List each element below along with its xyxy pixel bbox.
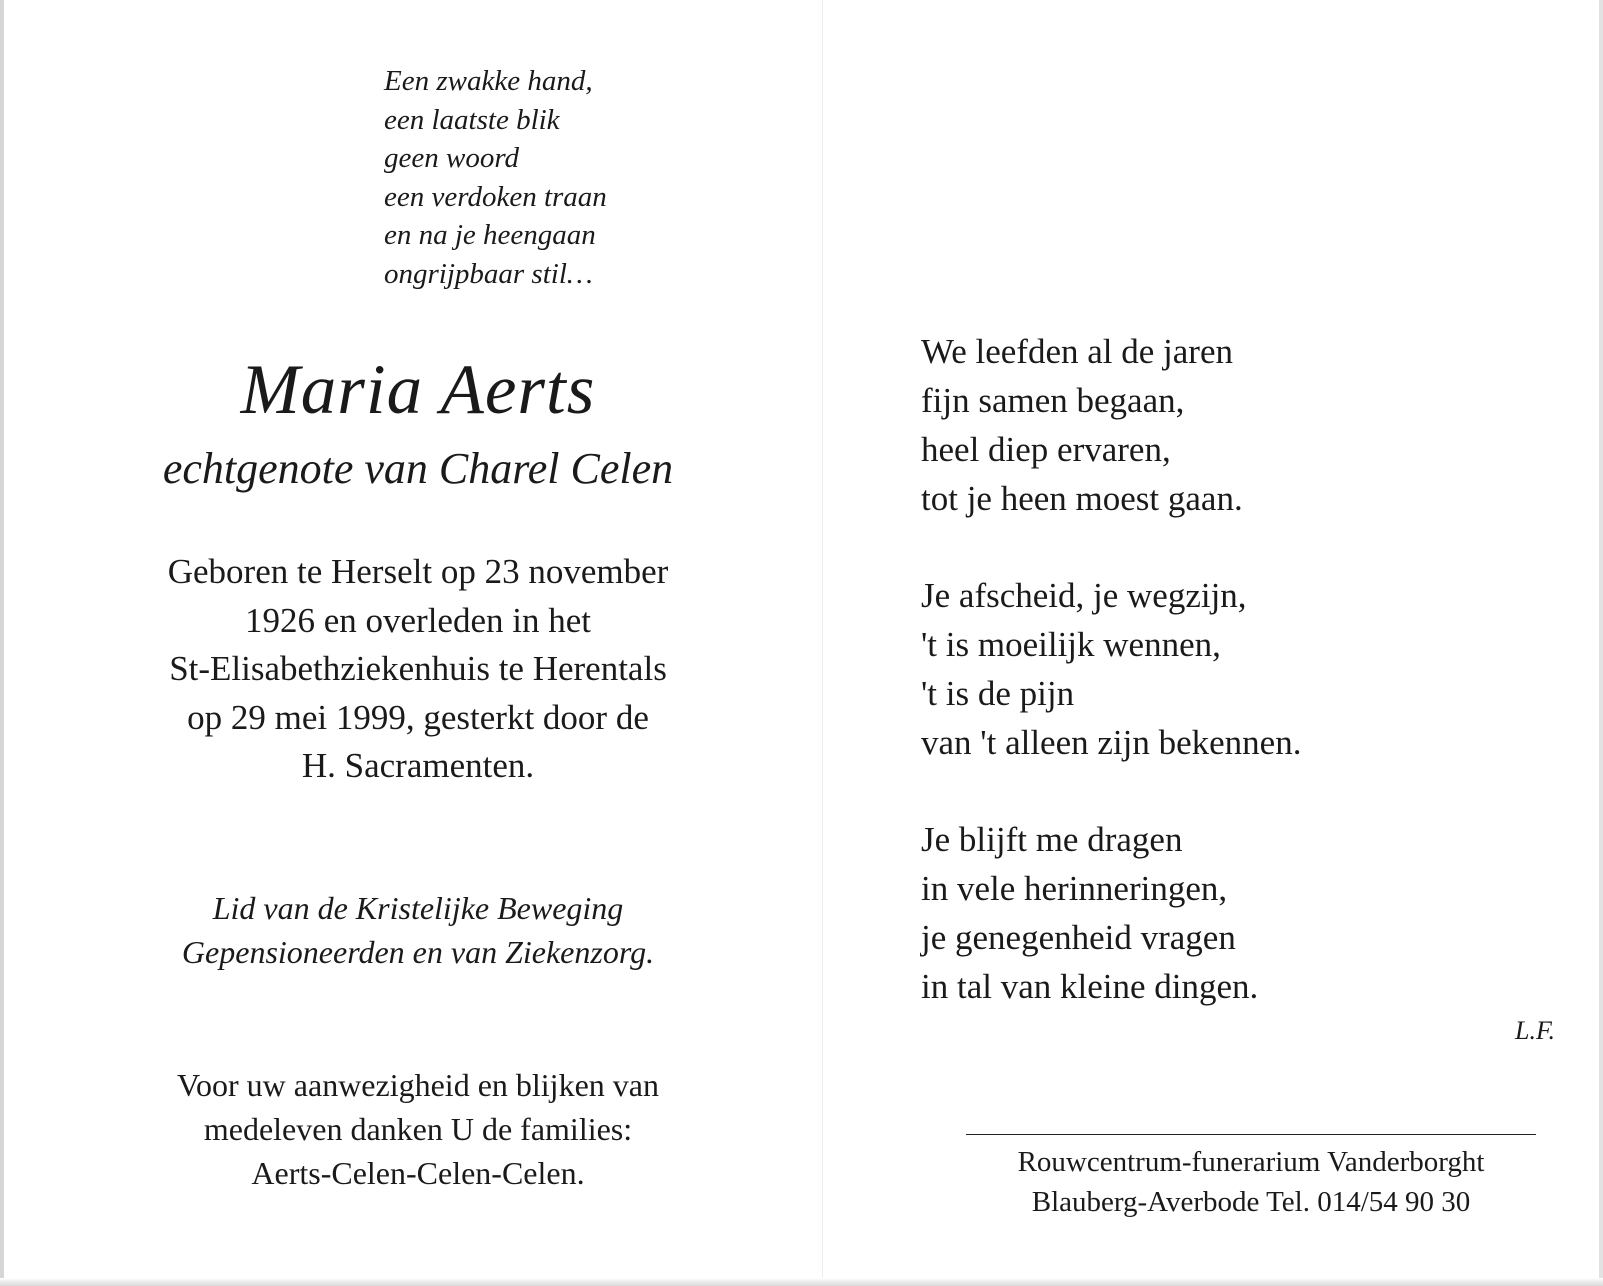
membership-line: Lid van de Kristelijke Beweging (212, 890, 624, 926)
divider-line (966, 1134, 1536, 1135)
scan-edge-bottom (0, 1278, 1603, 1286)
scan-edge-right (1599, 0, 1603, 1286)
poem-line: je genegenheid vragen (921, 918, 1236, 957)
poem-line: in vele herinneringen, (921, 869, 1228, 908)
biography-line: op 29 mei 1999, gesterkt door de (187, 697, 649, 737)
poem-line: van 't alleen zijn bekennen. (921, 723, 1302, 762)
closing-poem (921, 327, 1301, 1059)
opening-poem (384, 62, 607, 293)
poem-line: Je blijft me dragen (921, 820, 1183, 859)
poem-line: We leefden al de jaren (921, 332, 1233, 371)
poem-line: 't is de pijn (921, 674, 1075, 713)
opening-poem-line: een verdoken traan (384, 180, 607, 213)
funeral-home-contact: Blauberg-Averbode Tel. 014/54 90 30 (1031, 1186, 1471, 1218)
poem-line: in tal van kleine dingen. (921, 967, 1259, 1006)
biography (0, 548, 836, 791)
opening-poem-line: geen woord (384, 142, 520, 174)
biography-line: St-Elisabethziekenhuis te Herentals (169, 649, 667, 688)
deceased-name: Maria Aerts (240, 351, 596, 429)
membership-line: Gepensioneerden en van Ziekenzorg. (181, 934, 655, 970)
spouse-line: echtgenote van Charel Celen (162, 444, 674, 493)
opening-poem-line: en na je heengaan (384, 219, 596, 251)
biography-line: Geboren te Herselt op 23 november (167, 552, 669, 591)
opening-poem-line: Een zwakke hand, (384, 65, 593, 97)
poem-line: Je afscheid, je wegzijn, (921, 576, 1247, 615)
thanks-line: medeleven danken U de families: (203, 1111, 633, 1147)
opening-poem-line: ongrijpbaar stil… (384, 257, 593, 290)
poem-stanza (921, 571, 1301, 767)
thanks-note (0, 1063, 836, 1195)
thanks-line: Voor uw aanwezigheid en blijken van (177, 1067, 659, 1103)
poem-line: heel diep ervaren, (921, 430, 1171, 469)
biography-line: 1926 en overleden in het (244, 600, 591, 640)
poem-line: tot je heen moest gaan. (921, 479, 1243, 518)
poem-author-initials: L.F. (1515, 1016, 1555, 1045)
poem-line: 't is moeilijk wennen, (921, 625, 1221, 664)
thanks-line: Aerts-Celen-Celen-Celen. (251, 1155, 585, 1191)
funeral-home-info (940, 1142, 1562, 1222)
membership-note (0, 886, 836, 974)
biography-line: H. Sacramenten. (301, 746, 535, 785)
poem-stanza (921, 327, 1301, 523)
poem-line: fijn samen begaan, (921, 381, 1185, 420)
poem-stanza (921, 815, 1301, 1011)
funeral-home-name: Rouwcentrum-funerarium Vanderborght (1017, 1146, 1485, 1178)
opening-poem-line: een laatste blik (384, 103, 560, 136)
